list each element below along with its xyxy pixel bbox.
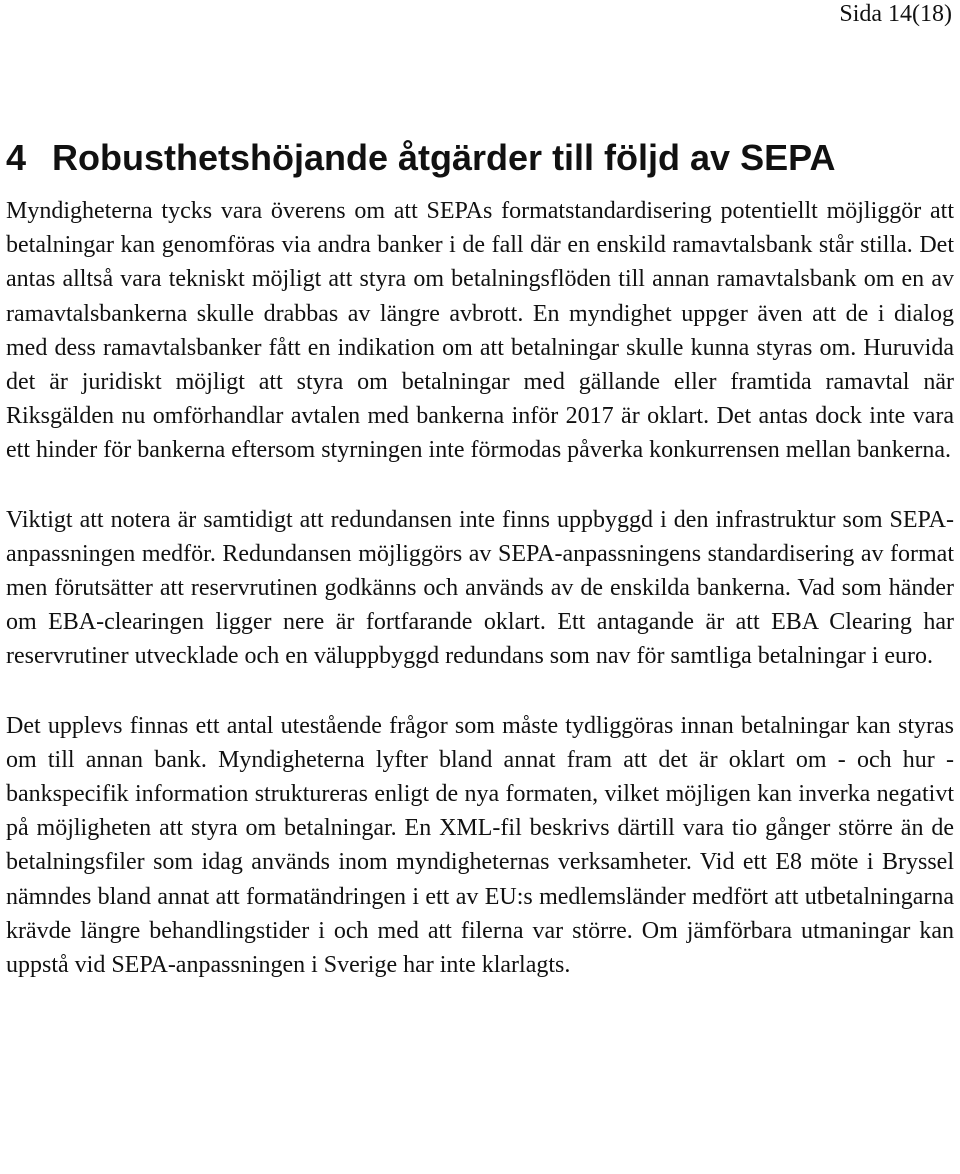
- section-heading: [6, 136, 835, 180]
- section-title: Robusthetshöjande åtgärder till följd av SEPA: [52, 137, 836, 178]
- body-text: [6, 194, 954, 982]
- section-number: 4: [6, 137, 27, 178]
- paragraph-2: Viktigt att notera är samtidigt att redundansen inte finns uppbyggd i den infrastruktur som SEPA-anpassningen medför. Redundansen möjliggörs av SEPA-anpassningens standardisering av format men förutsätter att reservrutinen godkänns och används av de enskilda bankerna. Vad som händer om EBA-clearingen ligger nere är fortfarande oklart. Ett antagande är att EBA Clearing har reservrutiner utvecklade och en väluppbyggd redundans som nav för samtliga betalningar i euro.: [6, 506, 954, 670]
- paragraph-3: Det upplevs finnas ett antal utestående frågor som måste tydliggöras innan betalningar kan styras om till annan bank. Myndigheterna lyfter bland annat fram att det är oklart om - och hur - bankspecifik information struktureras enligt de nya formaten, vilket möjligen kan inverka negativt på möjligheten att styra om betalningar. En XML-fil beskrivs därtill vara tio gånger större än de betalningsfiler som idag används inom myndigheternas verksamheter. Vid ett E8 möte i Bryssel nämndes bland annat att formatändringen i ett av EU:s medlemsländer medfört att utbetalningarna krävde längre behandlingstider i och med att filerna var större. Om jämförbara utmaningar kan uppstå vid SEPA-anpassningen i Sverige har inte klarlagts.: [6, 712, 954, 979]
- paragraph-1: Myndigheterna tycks vara överens om att SEPAs formatstandardisering potentiellt möjliggör att betalningar kan genomföras via andra banker i de fall där en enskild ramavtalsbank står stilla. Det antas alltså vara tekniskt möjligt att styra om betalningsflöden till annan ramavtalsbank om en av ramavtalsbankerna skulle drabbas av längre avbrott. En myndighet uppger även att de i dialog med dess ramavtalsbanker fått en indikation om att betalningar skulle kunna styras om. Huruvida det är juridiskt möjligt att styra om betalningar med gällande eller framtida ramavtal när Riksgälden nu omförhandlar avtalen med bankerna inför 2017 är oklart. Det antas dock inte vara ett hinder för bankerna eftersom styrningen inte förmodas påverka konkurrensen mellan bankerna.: [6, 198, 954, 464]
- page-number: Sida 14(18): [839, 1, 952, 27]
